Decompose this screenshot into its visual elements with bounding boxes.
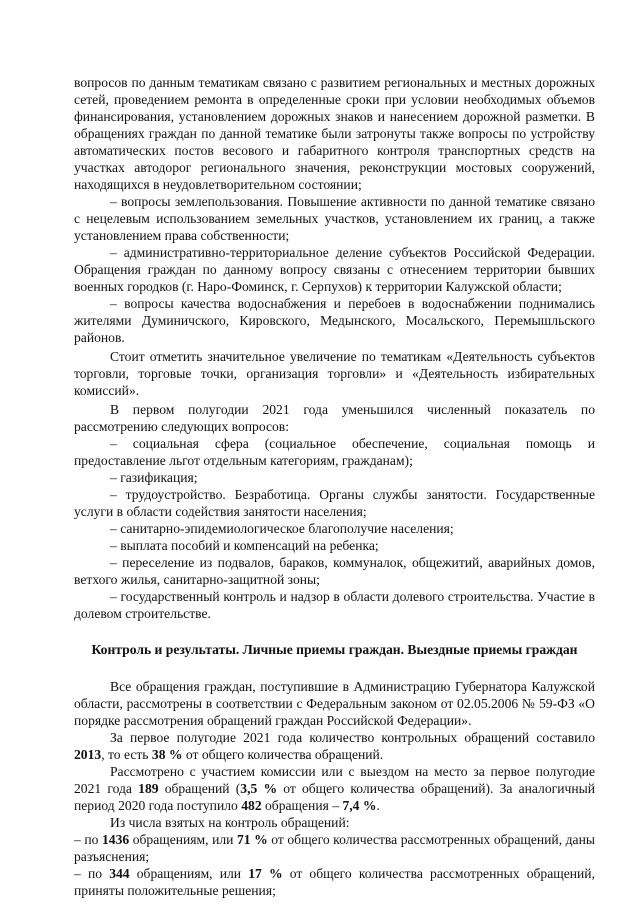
paragraph: – газификация; — [110, 470, 198, 485]
bold-value: 71 % — [236, 832, 268, 847]
paragraph: – переселение из подвалов, бараков, коммуналок, общежитий, аварийных домов, ветхого жилья, санитарно-защитной зоны; — [74, 555, 595, 587]
paragraph: – выплата пособий и компенсаций на ребенка; — [110, 538, 379, 553]
paragraph: – административно-территориальное деление субъектов Российской Федерации. Обращения граждан по данному вопросу связаны с отнесением территории бывших военных городков (г. Наро-Фоминск, г. Серпухов) к территории Калужской области; — [74, 245, 595, 294]
text: от общего количества рассмотренных обращений, даны разъяснения; — [74, 832, 595, 864]
bold-value: 38 % — [151, 747, 183, 762]
text: За первое полугодие 2021 года количество контрольных обращений составило — [110, 730, 595, 745]
paragraph: – вопросы качества водоснабжения и перебоев в водоснабжении поднимались жителями Думиничского, Кировского, Медынского, Мосальского, Перемышльского районов. — [74, 296, 595, 345]
paragraph: Стоит отметить значительное увеличение по тематикам «Деятельность субъектов торговли, торговые точки, организация торговли» и «Деятельность избирательных комиссий». — [74, 349, 595, 398]
bold-value: 344 — [109, 866, 130, 881]
bold-value: 3,5 % — [240, 781, 278, 796]
bold-value: 189 — [138, 781, 159, 796]
bold-value: 482 — [241, 798, 262, 813]
paragraph: – государственный контроль и надзор в области долевого строительства. Участие в долевом строительстве. — [74, 589, 595, 621]
paragraph: – вопросы землепользования. Повышение активности по данной тематике связано с нецелевым использованием земельных участков, установлением их границ, а также установлением права собственности; — [74, 194, 595, 243]
bold-value: 1436 — [101, 832, 130, 847]
paragraph: Все обращения граждан, поступившие в Администрацию Губернатора Калужской области, рассмотрены в соответствии с Федеральным законом от 02.05.2006 № 59-ФЗ «О порядке рассмотрения обращений граждан Российской Федерации». — [74, 679, 595, 728]
paragraph: – социальная сфера (социальное обеспечение, социальная помощь и предоставление льгот отдельным категориям, гражданам); — [74, 436, 595, 468]
paragraph — [74, 729, 595, 763]
text: обращений ( — [158, 781, 241, 796]
text: от общего количества рассмотренных обращений, приняты положительные решения; — [74, 866, 595, 898]
text: обращениям, или — [129, 832, 237, 847]
text: Рассмотрено с участием комиссии или с выездом на место за первое полугодие 2021 года — [74, 764, 595, 796]
text: . — [376, 798, 380, 813]
paragraph — [74, 831, 595, 865]
paragraph: – санитарно-эпидемиологическое благополучие населения; — [110, 521, 454, 536]
bold-value: 2013 — [74, 747, 102, 762]
paragraph: – трудоустройство. Безработица. Органы службы занятости. Государственные услуги в области содействия занятости населения; — [74, 487, 595, 519]
paragraph: Из числа взятых на контроль обращений: — [110, 815, 350, 830]
paragraph — [74, 763, 595, 814]
bold-value: 7,4 % — [342, 798, 377, 813]
text: – по — [74, 866, 110, 881]
paragraphs-before-heading — [74, 74, 595, 622]
paragraph: вопросов по данным тематикам связано с развитием региональных и местных дорожных сетей, проведением ремонта в определенные сроки при условии необходимых объемов финансирования, установлением дорожных знаков и нанесением дорожной разметки. В обращениях граждан по данной тематике были затронуты также вопросы по устройству автоматических постов весового и габаритного контроля транспортных средств на участках автодорог регионального значения, реконструкции мостовых сооружений, находящихся в неудовлетворительном состоянии; — [74, 75, 595, 192]
text: – по — [74, 832, 102, 847]
bold-value: 17 % — [248, 866, 283, 881]
text: от общего количества обращений). За аналогичный период 2020 года поступило — [74, 781, 596, 813]
section-heading: Контроль и результаты. Личные приемы граждан. Выездные приемы граждан — [91, 642, 578, 657]
paragraph: В первом полугодии 2021 года уменьшился численный показатель по рассмотрению следующих вопросов: — [74, 402, 595, 434]
text: обращения – — [261, 798, 343, 813]
text: обращениям, или — [129, 866, 249, 881]
paragraph — [74, 865, 595, 899]
text: от общего количества обращений. — [182, 747, 384, 762]
document-body — [74, 74, 595, 899]
text: , то есть — [101, 747, 152, 762]
